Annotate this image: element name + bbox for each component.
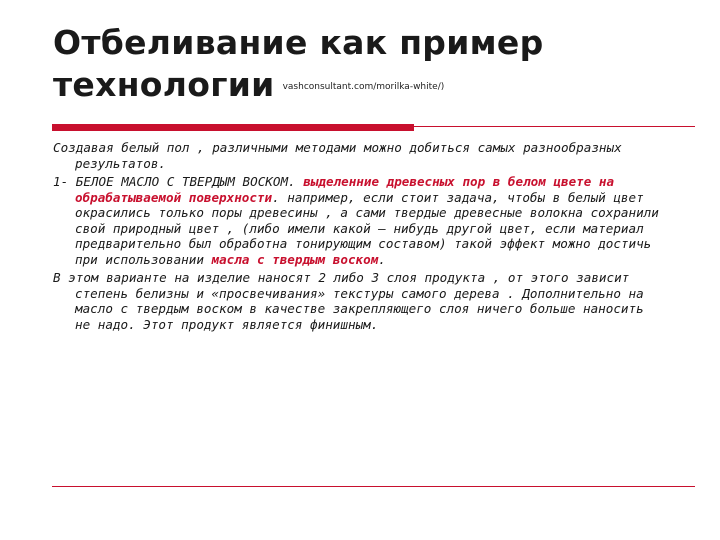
method-1-highlight-1: выделенние древесных пор в белом цвете на обрабатываемой поверхности	[75, 174, 615, 205]
method-1-body: . например, если стоит задача, чтобы в белый цвет окрасились только поры древесины , а сами твердые древесные волокна сохранили свой природный цвет , (либо имели какой – нибудь другой цвет, если материал предварительно был обработна тонирующим составом) такой эффект можно достичь при использовании	[75, 189, 659, 267]
paragraph-variant: В этом варианте на изделие наносят 2 либо 3 слоя продукта , от этого зависит степень белизны и «просвечивания» текстуры самого дерева . Дополнительно на масло с твердым воском в качестве закрепляющего слоя ничего больше наносить не надо. Этот продукт является финишным.	[53, 270, 644, 332]
method-1-highlight-2: масла с твердым воском	[211, 251, 379, 267]
accent-bar	[52, 124, 414, 131]
title-line-1: Отбеливание как пример	[53, 23, 544, 62]
slide-body	[53, 140, 663, 335]
paragraph-intro: Создавая белый пол , различными методами можно добиться самых разнообразных результатов.	[53, 140, 622, 171]
method-1-lead: 1- БЕЛОЕ МАСЛО С ТВЕРДЫМ ВОСКОМ.	[53, 174, 304, 189]
slide-title	[53, 22, 693, 108]
method-1-end: .	[378, 251, 386, 267]
title-line-2	[53, 64, 693, 108]
title-line-2-text: технологии	[53, 65, 275, 104]
divider-bottom	[52, 486, 695, 487]
source-url: vashconsultant.com/morilka-white/)	[282, 81, 445, 92]
paragraph-method-1	[53, 174, 663, 267]
